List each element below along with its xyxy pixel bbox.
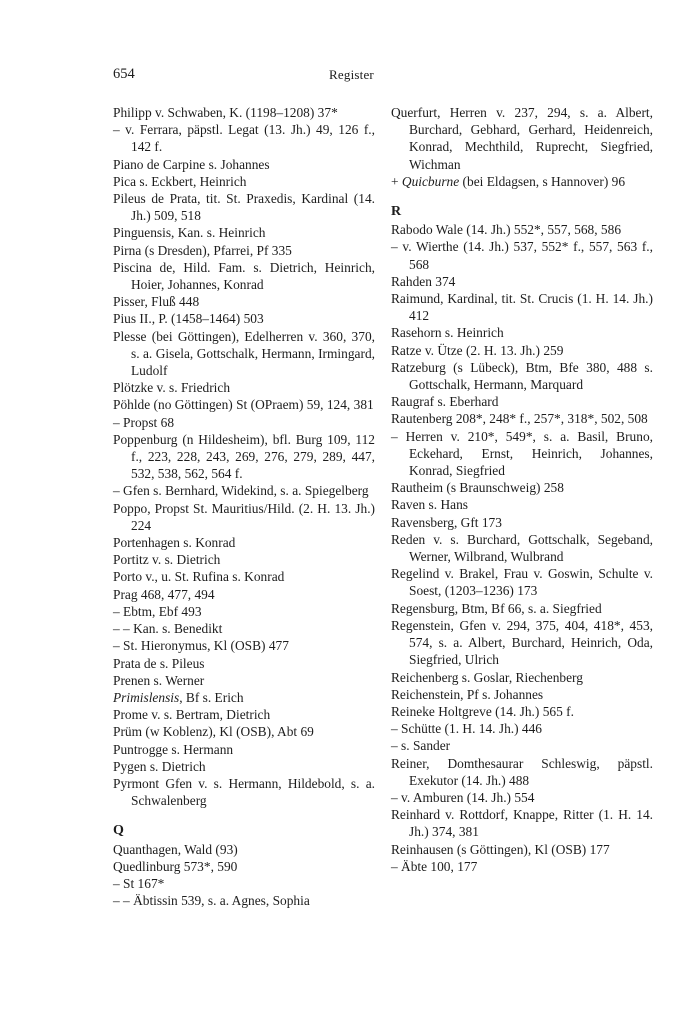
index-entry bbox=[113, 293, 375, 310]
entry-text: Rautenberg 208*, 248* f., 257*, 318*, 502, 508 bbox=[391, 411, 648, 427]
index-entry bbox=[113, 414, 375, 431]
index-entry bbox=[391, 858, 653, 875]
entry-text: Regelind v. Brakel, Frau v. Goswin, Schulte v. Soest, (1203–1236) 173 bbox=[391, 566, 653, 599]
entry-text: Reinhard v. Rottdorf, Knappe, Ritter (1. H. 14. Jh.) 374, 381 bbox=[391, 807, 653, 840]
index-entry bbox=[113, 259, 375, 293]
entry-text: – Gfen s. Bernhard, Widekind, s. a. Spiegelberg bbox=[113, 483, 369, 499]
entry-text: Ravensberg, Gft 173 bbox=[391, 514, 502, 530]
entry-text: – – Kan. s. Benedikt bbox=[113, 621, 223, 637]
entry-text: Poppenburg (n Hildesheim), bfl. Burg 109, 112 f., 223, 228, 243, 269, 276, 279, 289, 447, 532, 538, 562, 564 f. bbox=[113, 431, 375, 482]
entry-text: Plesse (bei Göttingen), Edelherren v. 360, 370, s. a. Gisela, Gottschalk, Hermann, Irmingard, Ludolf bbox=[113, 328, 375, 379]
entry-text: Reineke Holtgreve (14. Jh.) 565 f. bbox=[391, 703, 574, 719]
entry-text: – v. Amburen (14. Jh.) 554 bbox=[391, 789, 535, 805]
entry-text: Prata de s. Pileus bbox=[113, 655, 205, 671]
index-entry bbox=[391, 393, 653, 410]
entry-text: Prüm (w Koblenz), Kl (OSB), Abt 69 bbox=[113, 724, 314, 740]
index-entry bbox=[391, 737, 653, 754]
index-entry bbox=[391, 755, 653, 789]
index-entry bbox=[113, 224, 375, 241]
index-entry bbox=[113, 190, 375, 224]
page-header bbox=[113, 66, 590, 86]
index-entry bbox=[113, 841, 375, 858]
entry-text: Quedlinburg 573*, 590 bbox=[113, 858, 238, 874]
entry-text: Prome v. s. Bertram, Dietrich bbox=[113, 707, 271, 723]
entry-text: Rabodo Wale (14. Jh.) 552*, 557, 568, 586 bbox=[391, 222, 622, 238]
entry-text: Piscina de, Hild. Fam. s. Dietrich, Heinrich, Hoier, Johannes, Konrad bbox=[113, 259, 375, 293]
index-entry bbox=[391, 238, 653, 272]
index-entry bbox=[113, 242, 375, 259]
index-entry bbox=[113, 500, 375, 534]
entry-prefix: + bbox=[391, 173, 402, 189]
index-entry bbox=[391, 806, 653, 840]
entry-text: Rasehorn s. Heinrich bbox=[391, 325, 504, 341]
index-entry bbox=[391, 669, 653, 686]
entry-text: Pirna (s Dresden), Pfarrei, Pf 335 bbox=[113, 242, 292, 258]
entry-text: Porto v., u. St. Rufina s. Konrad bbox=[113, 569, 285, 585]
index-entry bbox=[391, 841, 653, 858]
index-entry bbox=[113, 672, 375, 689]
entry-text: – Herren v. 210*, 549*, s. a. Basil, Bruno, Eckehard, Ernst, Heinrich, Johannes, Konrad, Siegfried bbox=[391, 428, 653, 479]
index-entry bbox=[391, 273, 653, 290]
index-entry bbox=[391, 565, 653, 599]
index-entry bbox=[113, 379, 375, 396]
index-entry bbox=[113, 892, 375, 909]
index-entry bbox=[113, 156, 375, 173]
entry-text: Rahden 374 bbox=[391, 273, 456, 289]
entry-text: (bei Eldagsen, s Hannover) 96 bbox=[459, 173, 626, 189]
index-entry bbox=[391, 531, 653, 565]
index-entry bbox=[113, 706, 375, 723]
index-entry bbox=[113, 723, 375, 740]
entry-text: Quanthagen, Wald (93) bbox=[113, 841, 238, 857]
index-entry bbox=[113, 104, 375, 121]
index-entry bbox=[391, 410, 653, 427]
entry-text: Pinguensis, Kan. s. Heinrich bbox=[113, 225, 266, 241]
entry-text: Philipp v. Schwaben, K. (1198–1208) 37* bbox=[113, 105, 338, 120]
entry-text: Poppo, Propst St. Mauritius/Hild. (2. H. 13. Jh.) 224 bbox=[113, 500, 375, 533]
index-entry bbox=[391, 600, 653, 617]
entry-text: Reiner, Domthesaurar Schleswig, päpstl. Exekutor (14. Jh.) 488 bbox=[391, 755, 653, 788]
entry-text: – Propst 68 bbox=[113, 414, 175, 430]
entry-text: – v. Ferrara, päpstl. Legat (13. Jh.) 49, 126 f., 142 f. bbox=[113, 122, 375, 155]
index-column-right bbox=[391, 104, 653, 875]
index-entry bbox=[113, 655, 375, 672]
index-entry bbox=[391, 428, 653, 480]
entry-text: Plötzke v. s. Friedrich bbox=[113, 380, 231, 396]
entry-text: – – Äbtissin 539, s. a. Agnes, Sophia bbox=[113, 893, 310, 909]
entry-text: – Schütte (1. H. 14. Jh.) 446 bbox=[391, 721, 543, 737]
index-entry bbox=[113, 689, 375, 706]
section-letter: R bbox=[391, 204, 402, 220]
index-entry bbox=[113, 586, 375, 603]
entry-text: Pius II., P. (1458–1464) 503 bbox=[113, 311, 264, 327]
entry-text: Piano de Carpine s. Johannes bbox=[113, 156, 270, 172]
index-entry bbox=[113, 637, 375, 654]
index-entry bbox=[113, 568, 375, 585]
entry-text: Reden v. s. Burchard, Gottschalk, Segeband, Werner, Wilbrand, Wulbrand bbox=[391, 531, 653, 565]
entry-text: Pyrmont Gfen v. s. Hermann, Hildebold, s. a. Schwalenberg bbox=[113, 775, 375, 809]
entry-text: Pygen s. Dietrich bbox=[113, 758, 206, 774]
entry-text: Reichenstein, Pf s. Johannes bbox=[391, 686, 544, 702]
entry-text: – St. Hieronymus, Kl (OSB) 477 bbox=[113, 638, 289, 654]
index-entry bbox=[113, 121, 375, 155]
index-entry bbox=[391, 290, 653, 324]
index-entry bbox=[113, 431, 375, 483]
index-entry bbox=[391, 686, 653, 703]
entry-text: Prenen s. Werner bbox=[113, 672, 205, 688]
entry-text: Prag 468, 477, 494 bbox=[113, 586, 215, 602]
index-entry bbox=[391, 221, 653, 238]
index-entry bbox=[113, 858, 375, 875]
entry-text: Querfurt, Herren v. 237, 294, s. a. Albert, Burchard, Gebhard, Gerhard, Heidenreich, Konrad, Mechthild, Ruprecht, Siegfried, Wichman bbox=[391, 105, 653, 172]
entry-text: Pica s. Eckbert, Heinrich bbox=[113, 173, 247, 189]
index-entry bbox=[391, 173, 653, 190]
entry-text: Rautheim (s Braunschweig) 258 bbox=[391, 480, 564, 496]
index-column-left bbox=[113, 104, 375, 909]
section-letter: Q bbox=[113, 823, 124, 839]
entry-text: Ratze v. Ütze (2. H. 13. Jh.) 259 bbox=[391, 342, 564, 358]
index-entry bbox=[113, 310, 375, 327]
entry-text: – Ebtm, Ebf 493 bbox=[113, 603, 202, 619]
entry-text: Pileus de Prata, tit. St. Praxedis, Kardinal (14. Jh.) 509, 518 bbox=[113, 191, 375, 224]
index-entry bbox=[391, 703, 653, 720]
running-head: Register bbox=[329, 67, 374, 82]
entry-text: Raugraf s. Eberhard bbox=[391, 394, 499, 410]
index-entry bbox=[391, 342, 653, 359]
entry-text: Portenhagen s. Konrad bbox=[113, 535, 236, 551]
entry-text: – St 167* bbox=[113, 875, 165, 891]
index-entry bbox=[113, 758, 375, 775]
index-entry bbox=[113, 875, 375, 892]
entry-text: Regensburg, Btm, Bf 66, s. a. Siegfried bbox=[391, 600, 602, 616]
index-entry bbox=[113, 173, 375, 190]
entry-text: Ratzeburg (s Lübeck), Btm, Bfe 380, 488 s. Gottschalk, Hermann, Marquard bbox=[391, 359, 653, 393]
entry-text: – v. Wierthe (14. Jh.) 537, 552* f., 557, 563 f., 568 bbox=[391, 239, 653, 272]
entry-text: Reinhausen (s Göttingen), Kl (OSB) 177 bbox=[391, 841, 610, 857]
entry-text: Puntrogge s. Hermann bbox=[113, 741, 234, 757]
index-entry bbox=[113, 328, 375, 380]
index-entry bbox=[391, 359, 653, 393]
entry-text: Regenstein, Gfen v. 294, 375, 404, 418*, 453, 574, s. a. Albert, Burchard, Heinrich, Oda, Siegfried, Ulrich bbox=[391, 617, 653, 668]
entry-text: Raimund, Kardinal, tit. St. Crucis (1. H. 14. Jh.) 412 bbox=[391, 291, 653, 324]
index-entry bbox=[391, 324, 653, 341]
entry-text: Pöhlde (no Göttingen) St (OPraem) 59, 124, 381 bbox=[113, 397, 374, 413]
index-entry bbox=[113, 482, 375, 499]
entry-text: – Äbte 100, 177 bbox=[391, 858, 478, 874]
index-entry bbox=[391, 617, 653, 669]
index-entry bbox=[113, 741, 375, 758]
index-entry bbox=[113, 620, 375, 637]
index-entry bbox=[113, 775, 375, 809]
index-entry bbox=[391, 720, 653, 737]
index-entry bbox=[391, 104, 653, 173]
index-entry bbox=[391, 479, 653, 496]
entry-text: , Bf s. Erich bbox=[179, 689, 244, 705]
entry-text: Reichenberg s. Goslar, Riechenberg bbox=[391, 669, 583, 685]
index-entry bbox=[113, 534, 375, 551]
index-entry bbox=[113, 551, 375, 568]
index-entry bbox=[113, 603, 375, 620]
entry-text: Raven s. Hans bbox=[391, 497, 468, 513]
entry-italic: Quicburne bbox=[401, 173, 460, 189]
index-entry bbox=[391, 789, 653, 806]
entry-italic: Primislensis bbox=[113, 689, 180, 705]
entry-text: – s. Sander bbox=[391, 738, 451, 754]
index-entry bbox=[391, 496, 653, 513]
entry-text: Pisser, Fluß 448 bbox=[113, 294, 200, 310]
entry-text: Portitz v. s. Dietrich bbox=[113, 552, 221, 568]
index-entry bbox=[391, 514, 653, 531]
page-number: 654 bbox=[113, 66, 135, 82]
index-entry bbox=[113, 396, 375, 413]
